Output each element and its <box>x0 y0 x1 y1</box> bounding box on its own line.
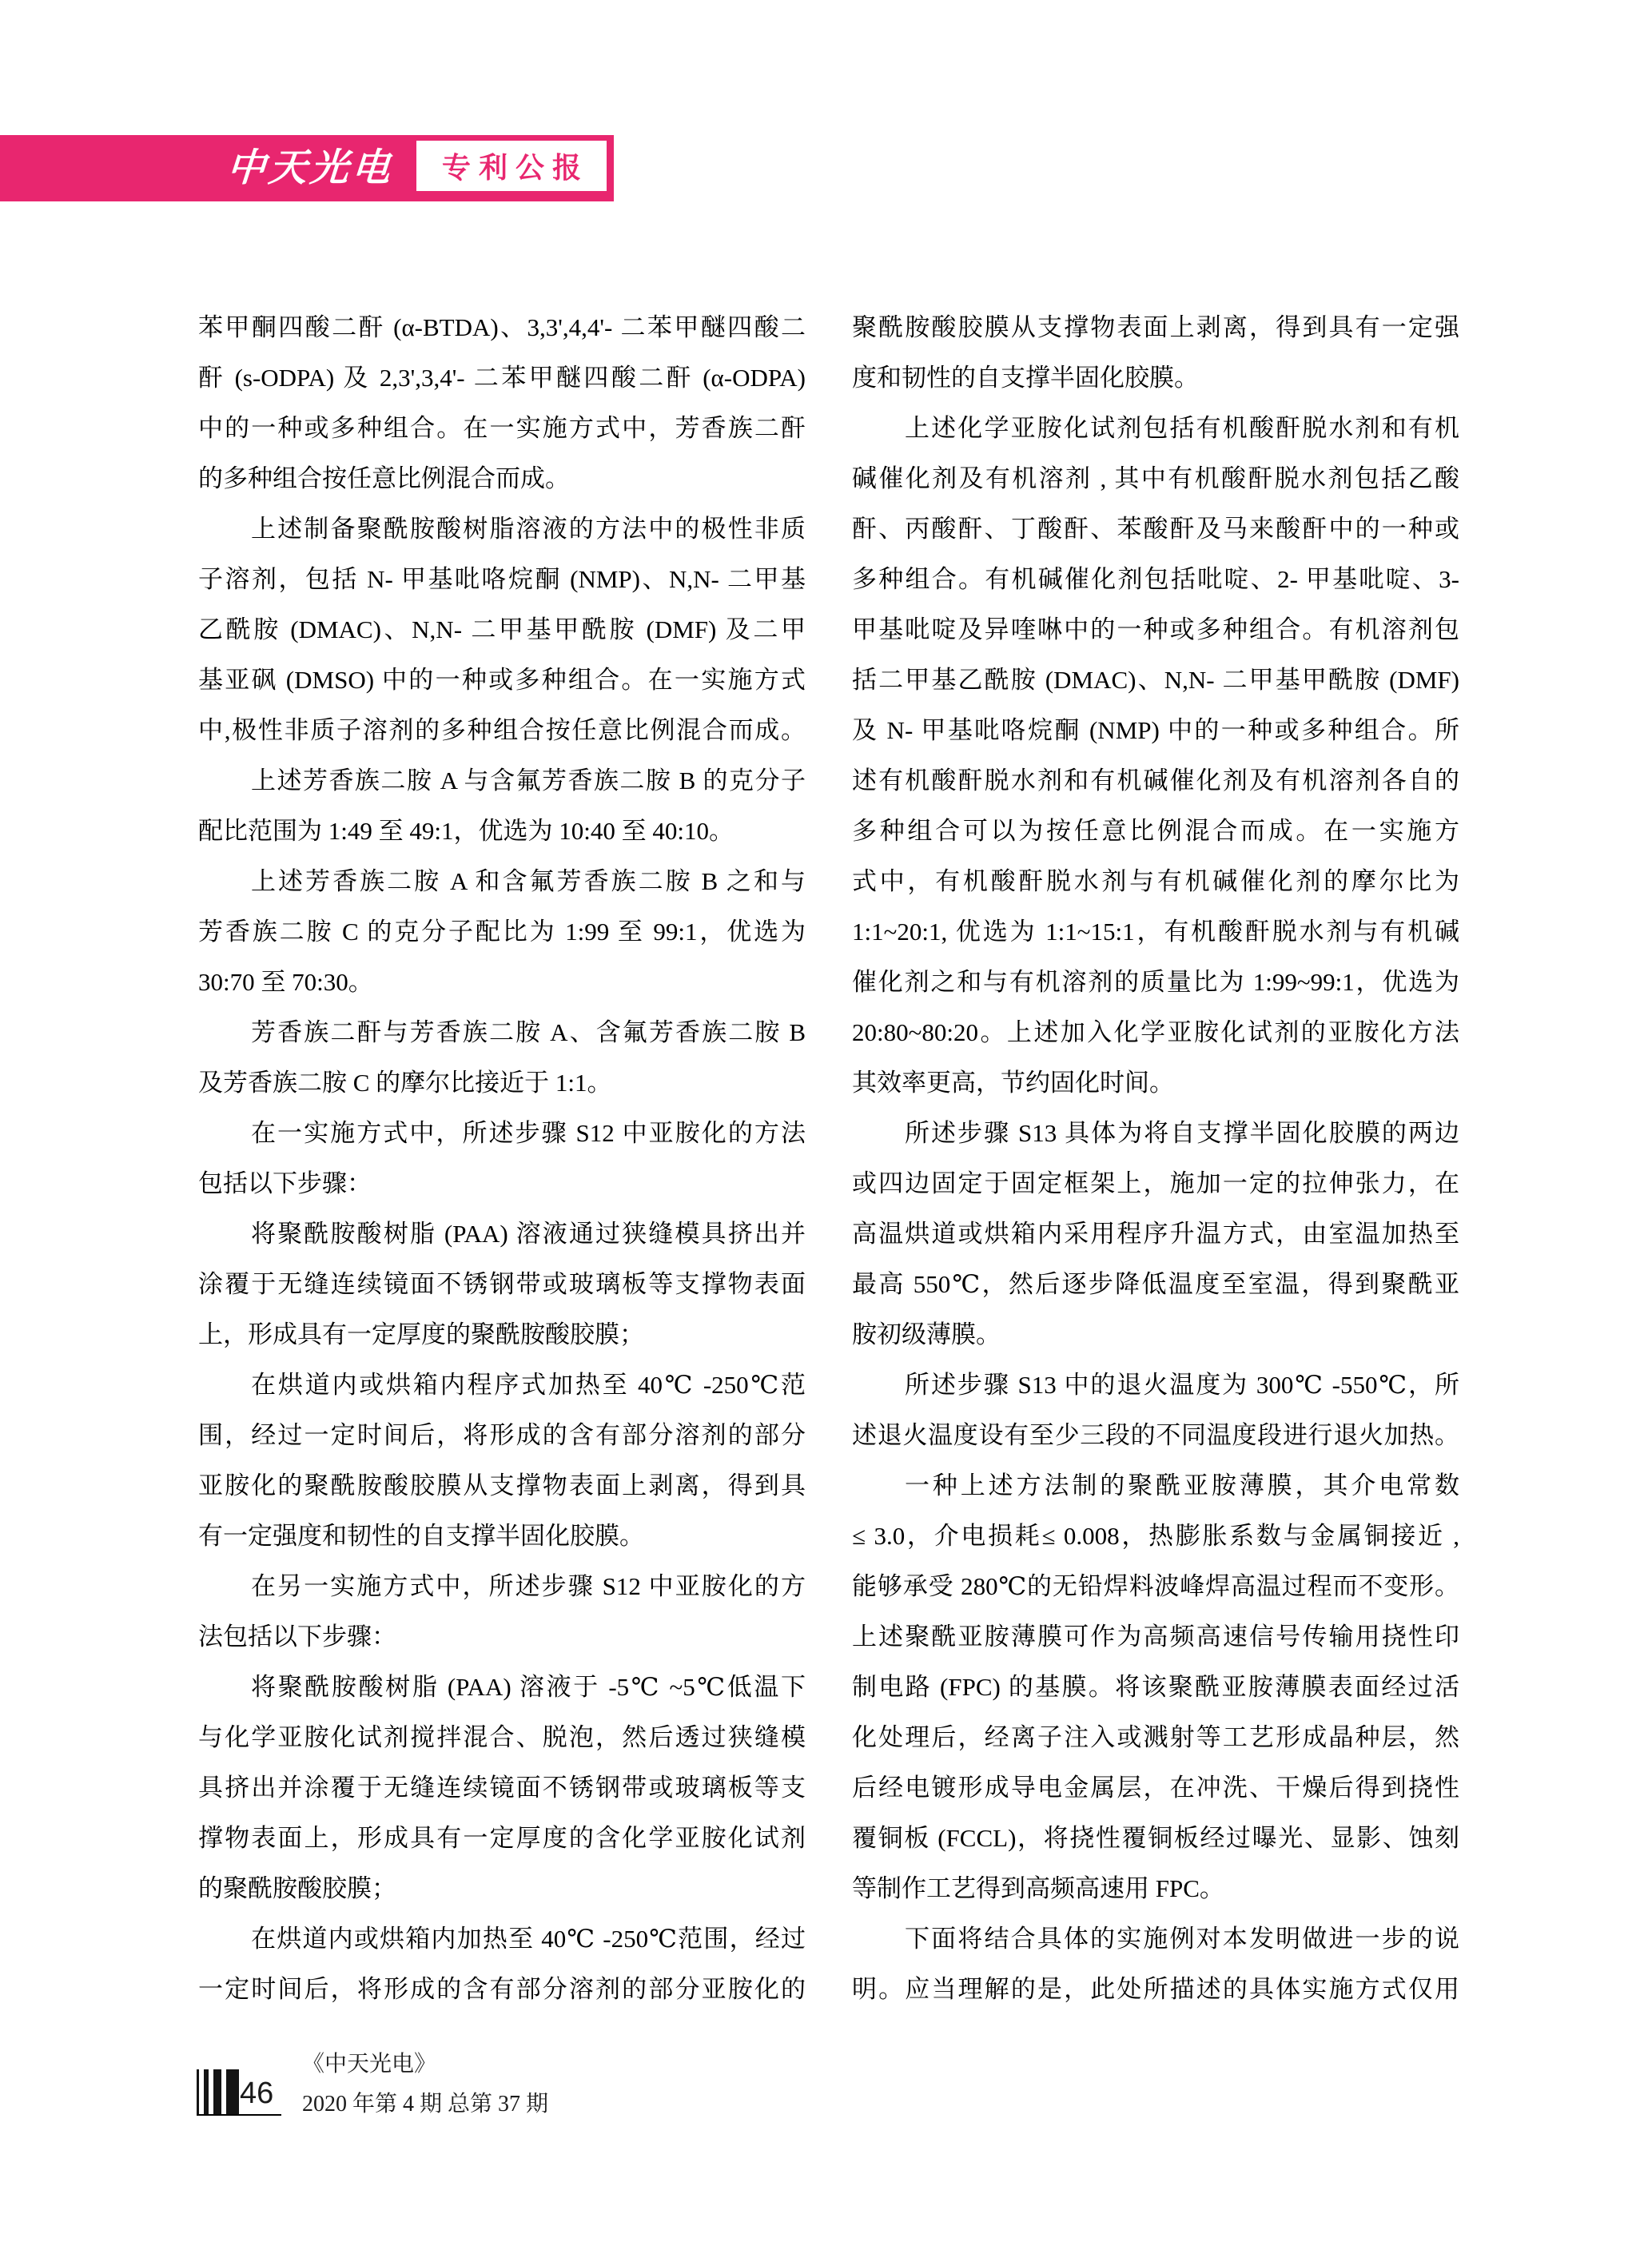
text-line: 20:80~80:20。上述加入化学亚胺化试剂的亚胺化方法 <box>852 1018 1459 1046</box>
text-line: 催化剂之和与有机溶剂的质量比为 1:99~99:1，优选为 <box>852 968 1459 996</box>
text-line: 聚酰胺酸胶膜从支撑物表面上剥离，得到具有一定强 <box>852 313 1459 341</box>
issue-info: 2020 年第 4 期 总第 37 期 <box>302 2092 549 2117</box>
text-line: 1:1~20:1, 优选为 1:1~15:1，有机酸酐脱水剂与有机碱 <box>852 918 1459 946</box>
text-line: 涂覆于无缝连续镜面不锈钢带或玻璃板等支撑物表面 <box>198 1270 806 1298</box>
text-line: 上述制备聚酰胺酸树脂溶液的方法中的极性非质 <box>251 515 806 543</box>
text-line: 30:70 至 70:30。 <box>198 968 373 996</box>
text-line: 上述芳香族二胺 A 与含氟芳香族二胺 B 的克分子 <box>251 767 806 794</box>
journal-name: 《中天光电》 <box>302 2052 437 2077</box>
text-line: 度和韧性的自支撑半固化胶膜。 <box>852 364 1199 392</box>
text-line: 一种上述方法制的聚酰亚胺薄膜，其介电常数 <box>905 1471 1459 1499</box>
column-left <box>198 302 806 2014</box>
text-line: 苯甲酮四酸二酐 (α-BTDA)、3,3',4,4'- 二苯甲醚四酸二 <box>198 313 806 341</box>
text-line: 将聚酰胺酸树脂 (PAA) 溶液通过狭缝模具挤出并 <box>251 1220 806 1248</box>
text-line: 酐、丙酸酐、丁酸酐、苯酸酐及马来酸酐中的一种或 <box>852 515 1459 543</box>
text-line: 制电路 (FPC) 的基膜。将该聚酰亚胺薄膜表面经过活 <box>852 1673 1459 1701</box>
text-line: 乙酰胺 (DMAC)、N,N- 二甲基甲酰胺 (DMF) 及二甲 <box>198 615 806 643</box>
text-line: 上述化学亚胺化试剂包括有机酸酐脱水剂和有机 <box>905 414 1459 442</box>
footer-rule <box>197 2114 281 2116</box>
gazette-badge-label: 专利公报 <box>441 151 589 184</box>
text-line: 甲基吡啶及异喹啉中的一种或多种组合。有机溶剂包 <box>852 615 1459 643</box>
text-line: 有一定强度和韧性的自支撑半固化胶膜。 <box>198 1522 644 1550</box>
column-right <box>852 302 1459 2014</box>
text-line: 亚胺化的聚酰胺酸胶膜从支撑物表面上剥离，得到具 <box>198 1471 806 1499</box>
gazette-badge <box>414 138 609 193</box>
text-line: 中,极性非质子溶剂的多种组合按任意比例混合而成。 <box>198 716 806 744</box>
text-line: 下面将结合具体的实施例对本发明做进一步的说 <box>905 1925 1459 1953</box>
text-line: ≤ 3.0，介电损耗≤ 0.008，热膨胀系数与金属铜接近 , <box>852 1522 1459 1550</box>
text-line: 芳香族二酐与芳香族二胺 A、含氟芳香族二胺 B <box>251 1018 806 1046</box>
text-line: 及 N- 甲基吡咯烷酮 (NMP) 中的一种或多种组合。所 <box>852 716 1459 744</box>
text-line: 多种组合可以为按任意比例混合而成。在一实施方 <box>852 817 1459 845</box>
text-line: 或四边固定于固定框架上，施加一定的拉伸张力，在 <box>852 1169 1459 1197</box>
text-line: 围，经过一定时间后，将形成的含有部分溶剂的部分 <box>198 1421 806 1449</box>
text-line: 在烘道内或烘箱内程序式加热至 40℃ -250℃范 <box>251 1371 806 1399</box>
page-marker-bars-icon <box>197 2069 239 2116</box>
text-line: 在一实施方式中，所述步骤 S12 中亚胺化的方法 <box>251 1119 806 1147</box>
text-line: 高温烘道或烘箱内采用程序升温方式，由室温加热至 <box>852 1220 1459 1248</box>
text-line: 一定时间后，将形成的含有部分溶剂的部分亚胺化的 <box>198 1975 806 2003</box>
text-line: 其效率更高，节约固化时间。 <box>852 1069 1174 1097</box>
text-line: 括二甲基乙酰胺 (DMAC)、N,N- 二甲基甲酰胺 (DMF) <box>852 666 1459 694</box>
text-line: 上述芳香族二胺 A 和含氟芳香族二胺 B 之和与 <box>251 867 806 895</box>
text-line: 包括以下步骤： <box>198 1169 372 1197</box>
bar-icon <box>197 2069 199 2116</box>
text-line: 化处理后，经离子注入或溅射等工艺形成晶种层，然 <box>852 1723 1459 1751</box>
text-line: 将聚酰胺酸树脂 (PAA) 溶液于 -5℃ ~5℃低温下 <box>251 1673 806 1701</box>
text-line: 子溶剂，包括 N- 甲基吡咯烷酮 (NMP)、N,N- 二甲基 <box>198 565 806 593</box>
text-line: 及芳香族二胺 C 的摩尔比接近于 1:1。 <box>198 1069 612 1097</box>
text-line: 所述步骤 S13 中的退火温度为 300℃ -550℃，所 <box>905 1371 1459 1399</box>
bar-icon <box>226 2069 239 2116</box>
text-line: 芳香族二胺 C 的克分子配比为 1:99 至 99:1，优选为 <box>198 918 806 946</box>
text-line: 在烘道内或烘箱内加热至 40℃ -250℃范围，经过 <box>251 1925 806 1953</box>
text-line: 法包括以下步骤： <box>198 1623 396 1651</box>
text-line: 等制作工艺得到高频高速用 FPC。 <box>852 1874 1224 1902</box>
text-line: 覆铜板 (FCCL)，将挠性覆铜板经过曝光、显影、蚀刻 <box>852 1824 1459 1852</box>
text-line: 上，形成具有一定厚度的聚酰胺酸胶膜； <box>198 1320 644 1348</box>
bar-icon <box>213 2069 221 2116</box>
text-line: 与化学亚胺化试剂搅拌混合、脱泡，然后透过狭缝模 <box>198 1723 806 1751</box>
text-line: 的聚酰胺酸胶膜； <box>198 1874 396 1902</box>
text-line: 能够承受 280℃的无铅焊料波峰焊高温过程而不变形。 <box>852 1572 1459 1600</box>
text-line: 的多种组合按任意比例混合而成。 <box>198 464 570 492</box>
text-line: 明。应当理解的是，此处所描述的具体实施方式仅用 <box>852 1975 1459 2003</box>
text-line: 撑物表面上，形成具有一定厚度的含化学亚胺化试剂 <box>198 1824 806 1852</box>
text-line: 中的一种或多种组合。在一实施方式中，芳香族二酐 <box>198 414 806 442</box>
text-line: 基亚砜 (DMSO) 中的一种或多种组合。在一实施方式 <box>198 666 806 694</box>
text-line: 配比范围为 1:49 至 49:1，优选为 10:40 至 40:10。 <box>198 817 734 845</box>
text-line: 最高 550℃，然后逐步降低温度至室温，得到聚酰亚 <box>852 1270 1459 1298</box>
company-logo: 中天光电 <box>225 147 395 189</box>
text-line: 所述步骤 S13 具体为将自支撑半固化胶膜的两边 <box>905 1119 1459 1147</box>
text-line: 上述聚酰亚胺薄膜可作为高频高速信号传输用挠性印 <box>852 1623 1459 1651</box>
text-line: 在另一实施方式中，所述步骤 S12 中亚胺化的方 <box>251 1572 806 1600</box>
text-line: 式中，有机酸酐脱水剂与有机碱催化剂的摩尔比为 <box>852 867 1459 895</box>
bar-icon <box>204 2069 209 2116</box>
text-line: 多种组合。有机碱催化剂包括吡啶、2- 甲基吡啶、3- <box>852 565 1459 593</box>
text-line: 胺初级薄膜。 <box>852 1320 1001 1348</box>
text-line: 具挤出并涂覆于无缝连续镜面不锈钢带或玻璃板等支 <box>198 1774 806 1802</box>
text-line: 酐 (s-ODPA) 及 2,3',3,4'- 二苯甲醚四酸二酐 (α-ODPA) <box>198 364 806 392</box>
text-line: 碱催化剂及有机溶剂 , 其中有机酸酐脱水剂包括乙酸 <box>852 464 1459 492</box>
text-line: 后经电镀形成导电金属层，在冲洗、干燥后得到挠性 <box>852 1774 1459 1802</box>
text-line: 述退火温度设有至少三段的不同温度段进行退火加热。 <box>852 1421 1459 1449</box>
text-line: 述有机酸酐脱水剂和有机碱催化剂及有机溶剂各自的 <box>852 767 1459 794</box>
page-number: 46 <box>240 2077 274 2110</box>
